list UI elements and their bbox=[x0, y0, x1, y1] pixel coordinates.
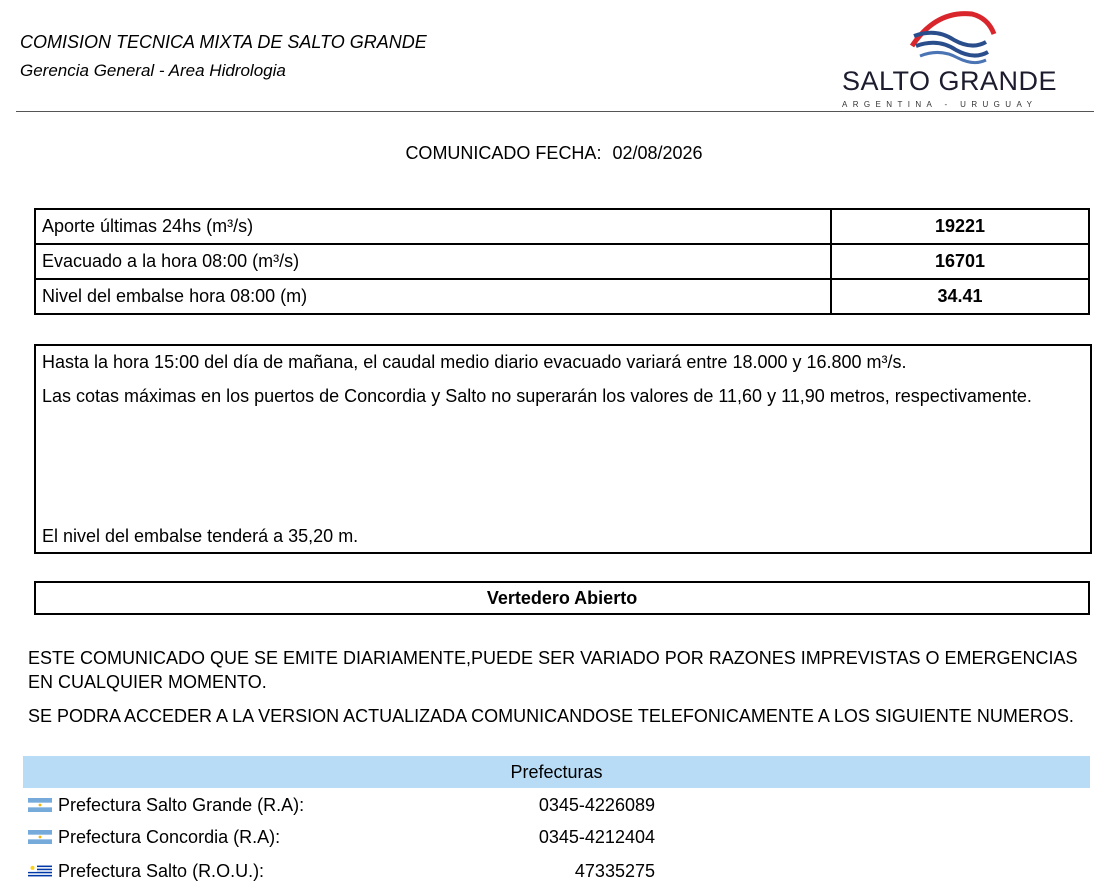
value-number: 34.41 bbox=[831, 279, 1089, 314]
prefectura-name: Prefectura Concordia (R.A): bbox=[58, 827, 281, 847]
prefecturas-header: Prefecturas bbox=[23, 756, 1090, 788]
spillway-status: Vertedero Abierto bbox=[34, 581, 1090, 615]
salto-grande-logo bbox=[836, 8, 1072, 112]
phone-number: 0345-4212404 bbox=[538, 827, 655, 847]
table-row bbox=[35, 209, 1089, 244]
comunicado-label: COMUNICADO FECHA: bbox=[405, 143, 602, 163]
prefectura-name: Prefectura Salto (R.O.U.): bbox=[58, 861, 265, 881]
list-item bbox=[28, 792, 728, 818]
forecast-paragraph: Las cotas máximas en los puertos de Concordia y Salto no superarán los valores de 11,60 y 11,90 metros, respectivamente. bbox=[42, 386, 1032, 406]
logo-waves-icon bbox=[836, 8, 1072, 68]
forecast-level: El nivel del embalse tenderá a 35,20 m. bbox=[42, 526, 359, 546]
value-label: Nivel del embalse hora 08:00 (m) bbox=[35, 279, 831, 314]
phone-number: 47335275 bbox=[574, 861, 655, 881]
logo-subtitle: ARGENTINA - URUGUAY bbox=[842, 100, 1038, 109]
comunicado-line bbox=[0, 143, 1108, 164]
header-divider bbox=[16, 111, 1094, 112]
argentina-flag-icon bbox=[28, 798, 52, 812]
value-number: 16701 bbox=[831, 244, 1089, 279]
forecast-paragraph: Hasta la hora 15:00 del día de mañana, el caudal medio diario evacuado variará entre 18.000 y 16.800 m³/s. bbox=[42, 352, 907, 372]
value-label: Aporte últimas 24hs (m³/s) bbox=[35, 209, 831, 244]
values-table bbox=[34, 208, 1090, 315]
forecast-box bbox=[34, 344, 1092, 554]
notice-text: SE PODRA ACCEDER A LA VERSION ACTUALIZADA COMUNICANDOSE TELEFONICAMENTE A LOS SIGUIENTE NUMEROS. bbox=[28, 706, 1074, 726]
table-row bbox=[35, 244, 1089, 279]
list-item bbox=[28, 824, 728, 850]
notice-text: ESTE COMUNICADO QUE SE EMITE DIARIAMENTE,PUEDE SER VARIADO POR RAZONES IMPREVISTAS O EMERGENCIAS EN CUALQUIER MOMENTO. bbox=[28, 648, 1078, 692]
list-item bbox=[28, 858, 728, 884]
organization-name: COMISION TECNICA MIXTA DE SALTO GRANDE bbox=[20, 32, 427, 52]
uruguay-flag-icon bbox=[28, 864, 52, 878]
argentina-flag-icon bbox=[28, 830, 52, 844]
comunicado-date: 02/08/2026 bbox=[612, 143, 703, 163]
logo-name: SALTO GRANDE bbox=[842, 66, 1058, 96]
phone-number: 0345-4226089 bbox=[538, 795, 655, 815]
department-name: Gerencia General - Area Hidrologia bbox=[20, 61, 286, 80]
table-row bbox=[35, 279, 1089, 314]
value-number: 19221 bbox=[831, 209, 1089, 244]
value-label: Evacuado a la hora 08:00 (m³/s) bbox=[35, 244, 831, 279]
prefectura-name: Prefectura Salto Grande (R.A): bbox=[58, 795, 305, 815]
